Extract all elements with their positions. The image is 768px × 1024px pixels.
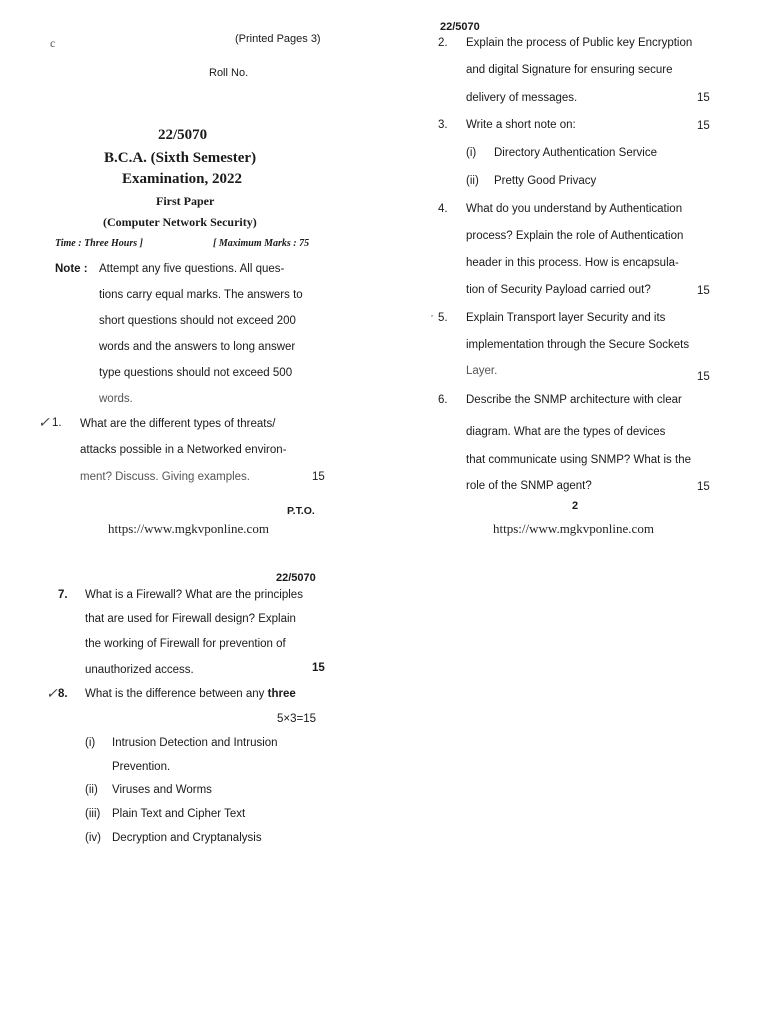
- q2-line: delivery of messages.: [466, 92, 578, 104]
- q4-line: What do you understand by Authentication: [466, 203, 683, 215]
- q8-item-number: (iv): [85, 832, 101, 844]
- note-line: tions carry equal marks. The answers to: [99, 289, 303, 301]
- q8-item-text: Decryption and Cryptanalysis: [112, 832, 262, 844]
- q8-item-number: (i): [85, 737, 96, 749]
- footer-url-left: https://www.mgkvponline.com: [108, 521, 269, 536]
- q4-marks: 15: [697, 285, 710, 297]
- q6-marks: 15: [697, 481, 710, 493]
- q5-marks: 15: [697, 371, 710, 383]
- corner-mark: c: [50, 36, 56, 50]
- note-line: short questions should not exceed 200: [99, 315, 296, 327]
- q5-line: Explain Transport layer Security and its: [466, 312, 666, 324]
- q3-item-text: Directory Authentication Service: [494, 147, 657, 159]
- q7-line: What is a Firewall? What are the principles: [85, 589, 303, 601]
- tick-mark-icon: ✓: [46, 685, 58, 701]
- q8-item-text: Viruses and Worms: [112, 784, 212, 796]
- note-line: words.: [99, 393, 133, 405]
- q7-number: 7.: [58, 589, 68, 601]
- q1-line: ment? Discuss. Giving examples.: [80, 471, 251, 483]
- q1-marks: 15: [312, 471, 325, 483]
- q3-item-number: (i): [466, 147, 477, 159]
- printed-pages: (Printed Pages 3): [235, 33, 321, 45]
- q2-marks: 15: [697, 92, 710, 104]
- q8-text-main: What is the difference between any: [85, 688, 268, 700]
- q7-line: the working of Firewall for prevention of: [85, 638, 286, 650]
- paper-label: First Paper: [156, 194, 215, 208]
- q6-line: role of the SNMP agent?: [466, 480, 592, 492]
- q7-marks: 15: [312, 662, 325, 674]
- pto-label: P.T.O.: [287, 505, 315, 517]
- q5-line: implementation through the Secure Sockets: [466, 339, 690, 351]
- tick-mark-icon: ·: [430, 308, 434, 322]
- q8-text-emphasis: three: [267, 688, 296, 700]
- q7-line: that are used for Firewall design? Explain: [85, 613, 296, 625]
- subject-title: (Computer Network Security): [103, 215, 257, 229]
- q6-number: 6.: [438, 394, 448, 406]
- q4-line: header in this process. How is encapsula-: [466, 257, 679, 269]
- q2-line: Explain the process of Public key Encryption: [466, 37, 693, 49]
- roll-no-label: Roll No.: [209, 67, 249, 79]
- paper-code-right: 22/5070: [440, 21, 480, 33]
- q4-number: 4.: [438, 203, 448, 215]
- tick-mark-icon: ✓: [38, 414, 50, 430]
- note-line: Attempt any five questions. All ques-: [99, 263, 285, 275]
- exam-title: Examination, 2022: [122, 171, 243, 187]
- time-label: Time : Three Hours ]: [55, 238, 143, 249]
- max-marks-label: [ Maximum Marks : 75: [213, 238, 310, 249]
- q4-line: tion of Security Payload carried out?: [466, 284, 651, 296]
- page-number: 2: [572, 500, 579, 512]
- footer-url-right: https://www.mgkvponline.com: [493, 521, 654, 536]
- q6-line: diagram. What are the types of devices: [466, 426, 666, 438]
- q3-text: Write a short note on:: [466, 119, 576, 131]
- paper-code-page3: 22/5070: [276, 572, 316, 584]
- q8-item-number: (iii): [85, 808, 101, 820]
- q8-item-number: (ii): [85, 784, 98, 796]
- q5-number: 5.: [438, 312, 448, 324]
- note-line: type questions should not exceed 500: [99, 367, 293, 379]
- q5-line: Layer.: [466, 365, 498, 377]
- note-line: words and the answers to long answer: [99, 341, 296, 353]
- q6-line: Describe the SNMP architecture with clear: [466, 394, 682, 406]
- q8-item-text: Plain Text and Cipher Text: [112, 808, 246, 820]
- course-title: B.C.A. (Sixth Semester): [104, 150, 257, 166]
- q1-line: What are the different types of threats/: [80, 418, 276, 430]
- paper-code: 22/5070: [158, 127, 208, 143]
- q3-item-number: (ii): [466, 175, 479, 187]
- q3-item-text: Pretty Good Privacy: [494, 175, 597, 187]
- q3-number: 3.: [438, 119, 448, 131]
- q7-line: unauthorized access.: [85, 664, 194, 676]
- q2-line: and digital Signature for ensuring secure: [466, 64, 673, 76]
- q8-item-text: Intrusion Detection and Intrusion: [112, 737, 278, 749]
- q3-marks: 15: [697, 120, 710, 132]
- q1-line: attacks possible in a Networked environ-: [80, 444, 287, 456]
- q8-number: 8.: [58, 688, 68, 700]
- q8-marks: 5×3=15: [277, 713, 317, 725]
- q8-text: [85, 688, 296, 700]
- q4-line: process? Explain the role of Authentication: [466, 230, 684, 242]
- q2-number: 2.: [438, 37, 448, 49]
- q1-number: 1.: [52, 417, 62, 429]
- q6-line: that communicate using SNMP? What is the: [466, 454, 691, 466]
- q8-item-text: Prevention.: [112, 761, 171, 773]
- note-label: Note :: [55, 263, 88, 275]
